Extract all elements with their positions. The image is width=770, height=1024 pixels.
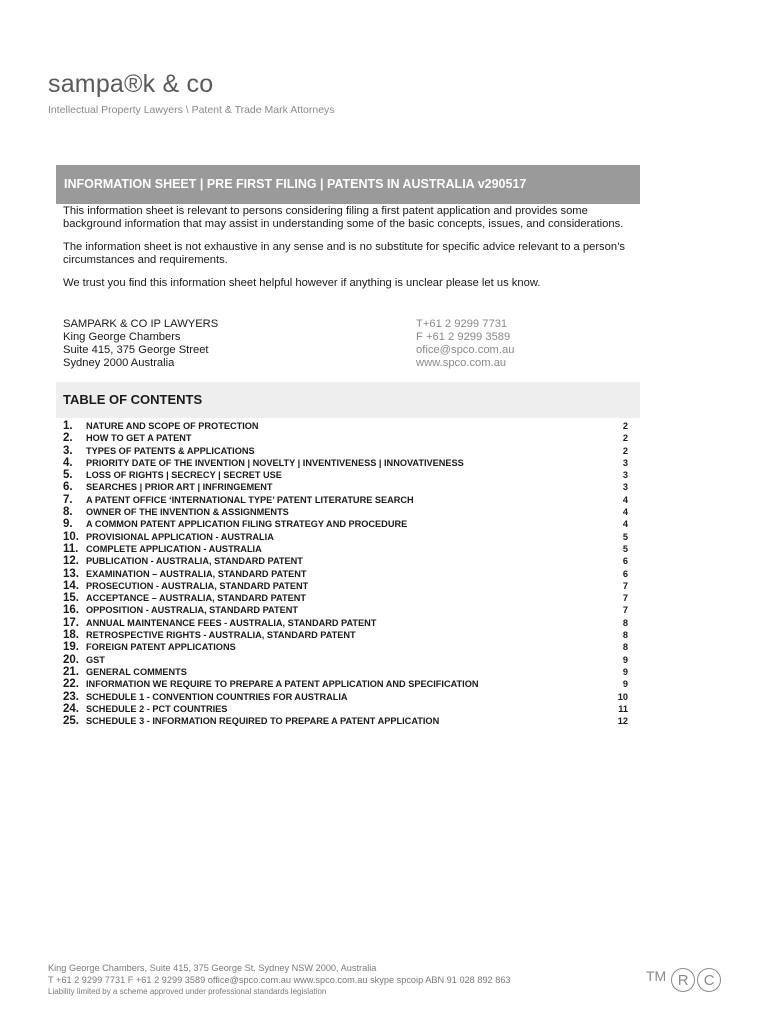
toc-item-page: 8 — [622, 630, 628, 641]
address-line: SAMPARK & CO IP LAWYERS — [63, 318, 219, 330]
toc-item-title: OPPOSITION - AUSTRALIA, STANDARD PATENT — [86, 605, 298, 616]
trademark-symbols — [646, 968, 723, 992]
intro-paragraph: We trust you find this information sheet helpful however if anything is unclear please let us know. — [63, 277, 541, 289]
toc-item[interactable] — [63, 556, 628, 568]
toc-item-title: FOREIGN PATENT APPLICATIONS — [86, 642, 236, 653]
toc-heading: TABLE OF CONTENTS — [56, 382, 640, 418]
toc-item[interactable] — [63, 470, 628, 482]
registered-icon: R — [671, 968, 695, 992]
toc-item-number: 17. — [63, 616, 79, 629]
toc-item-number: 24. — [63, 702, 79, 715]
toc-item-number: 5. — [63, 469, 73, 482]
address-line: Suite 415, 375 George Street — [63, 344, 209, 356]
toc-item-title: PROSECUTION - AUSTRALIA, STANDARD PATENT — [86, 580, 309, 591]
toc-item-number: 12. — [63, 555, 79, 568]
toc-item-number: 14. — [63, 579, 79, 592]
toc-item-title: PUBLICATION - AUSTRALIA, STANDARD PATENT — [86, 556, 303, 567]
toc-item-page: 8 — [622, 617, 628, 628]
toc-item-number: 15. — [63, 592, 79, 605]
toc-item-number: 22. — [63, 678, 79, 691]
toc-item-title: TYPES OF PATENTS & APPLICATIONS — [86, 445, 255, 456]
toc-item-number: 25. — [63, 715, 79, 728]
toc-item-number: 6. — [63, 481, 73, 494]
toc-item-number: 3. — [63, 444, 73, 457]
toc-item-title: SCHEDULE 1 - CONVENTION COUNTRIES FOR AUSTRALIA — [86, 691, 348, 702]
toc-item-page: 9 — [622, 654, 628, 665]
toc-item-title: LOSS OF RIGHTS | SECRECY | SECRET USE — [86, 470, 282, 481]
toc-item-page: 2 — [622, 445, 628, 456]
firm-address — [63, 318, 218, 370]
toc-item[interactable] — [63, 704, 628, 716]
toc-item-title: GENERAL COMMENTS — [86, 666, 187, 677]
toc-item-page: 7 — [622, 593, 628, 604]
toc-item-page: 3 — [622, 470, 628, 481]
toc-item-number: 10. — [63, 530, 79, 543]
toc-list — [63, 421, 628, 728]
toc-item[interactable] — [63, 630, 628, 642]
firm-contact-details — [416, 318, 514, 370]
toc-item-page: 6 — [622, 556, 628, 567]
toc-item-number: 9. — [63, 518, 73, 531]
toc-item[interactable] — [63, 667, 628, 679]
toc-item[interactable] — [63, 507, 628, 519]
toc-item-title: SCHEDULE 3 - INFORMATION REQUIRED TO PREPARE A PATENT APPLICATION — [86, 716, 440, 727]
toc-item-number: 4. — [63, 456, 73, 469]
toc-item-page: 9 — [622, 666, 628, 677]
footer-liability: Liability limited by a scheme approved under professional standards legislation — [48, 987, 327, 996]
toc-item-number: 18. — [63, 629, 79, 642]
toc-item-title: A PATENT OFFICE ‘INTERNATIONAL TYPE’ PATENT LITERATURE SEARCH — [86, 494, 414, 505]
toc-item-title: ANNUAL MAINTENANCE FEES - AUSTRALIA, STANDARD PATENT — [86, 617, 377, 628]
copyright-icon: C — [697, 968, 721, 992]
toc-item[interactable] — [63, 446, 628, 458]
toc-item-title: INFORMATION WE REQUIRE TO PREPARE A PATENT APPLICATION AND SPECIFICATION — [86, 679, 479, 690]
toc-item[interactable] — [63, 458, 628, 470]
page-footer — [48, 963, 511, 998]
toc-item-title: HOW TO GET A PATENT — [86, 433, 192, 444]
toc-item-page: 3 — [622, 457, 628, 468]
phone-number: T+61 2 9299 7731 — [416, 318, 508, 330]
toc-item-page: 9 — [622, 679, 628, 690]
fax-number: F +61 2 9299 3589 — [416, 331, 511, 343]
toc-item-page: 5 — [622, 531, 628, 542]
address-line: King George Chambers — [63, 331, 181, 343]
toc-item-number: 8. — [63, 506, 73, 519]
toc-item-number: 19. — [63, 641, 79, 654]
toc-item-title: ACCEPTANCE – AUSTRALIA, STANDARD PATENT — [86, 593, 306, 604]
toc-item[interactable] — [63, 692, 628, 704]
toc-item-page: 12 — [617, 716, 628, 727]
toc-item-number: 20. — [63, 653, 79, 666]
toc-item-number: 13. — [63, 567, 79, 580]
toc-item[interactable] — [63, 519, 628, 531]
toc-item-number: 21. — [63, 665, 79, 678]
toc-item-page: 8 — [622, 642, 628, 653]
email-link[interactable]: ofice@spco.com.au — [416, 344, 515, 356]
toc-item-page: 4 — [622, 519, 628, 530]
toc-item-title: SEARCHES | PRIOR ART | INFRINGEMENT — [86, 482, 273, 493]
toc-item[interactable] — [63, 581, 628, 593]
toc-item-page: 4 — [622, 494, 628, 505]
toc-item[interactable] — [63, 421, 628, 433]
toc-item-number: 1. — [63, 420, 73, 432]
address-line: Sydney 2000 Australia — [63, 357, 175, 369]
toc-item[interactable] — [63, 618, 628, 630]
toc-item[interactable] — [63, 642, 628, 654]
toc-item-title: EXAMINATION – AUSTRALIA, STANDARD PATENT — [86, 568, 307, 579]
firm-tagline: Intellectual Property Lawyers \ Patent & Trade Mark Attorneys — [48, 104, 335, 116]
toc-item-page: 7 — [622, 605, 628, 616]
trademark-icon: TM — [646, 968, 667, 984]
toc-item-page: 4 — [622, 507, 628, 518]
toc-item[interactable] — [63, 532, 628, 544]
document-title-banner: INFORMATION SHEET | PRE FIRST FILING | PATENTS IN AUSTRALIA v290517 — [56, 165, 640, 204]
footer-address: King George Chambers, Suite 415, 375 George St. Sydney NSW 2000, Australia — [48, 963, 377, 973]
toc-item[interactable] — [63, 716, 628, 728]
toc-item-page: 11 — [618, 703, 628, 714]
website-link[interactable]: www.spco.com.au — [416, 357, 507, 369]
intro-paragraph: The information sheet is not exhaustive in any sense and is no substitute for specific advice relevant to a person’s circumstances and requirements. — [63, 241, 625, 266]
toc-item-number: 23. — [63, 690, 79, 703]
toc-item-title: SCHEDULE 2 - PCT COUNTRIES — [86, 703, 228, 714]
toc-item-title: PROVISIONAL APPLICATION - AUSTRALIA — [86, 531, 274, 542]
intro-section — [63, 205, 633, 300]
toc-item-title: COMPLETE APPLICATION - AUSTRALIA — [86, 543, 262, 554]
toc-item-title: OWNER OF THE INVENTION & ASSIGNMENTS — [86, 507, 289, 518]
toc-item[interactable] — [63, 655, 628, 667]
toc-item-page: 2 — [622, 421, 628, 431]
toc-item-number: 7. — [63, 493, 73, 506]
toc-item[interactable] — [63, 569, 628, 581]
firm-logo: sampa®k & co — [48, 70, 214, 98]
toc-item-page: 10 — [617, 691, 628, 702]
toc-item-number: 16. — [63, 604, 79, 617]
intro-paragraph: This information sheet is relevant to persons considering filing a first patent application and provides some background information that may assist in understanding some of the basic concepts, issues, and considerations. — [63, 205, 624, 230]
toc-item-number: 11. — [63, 542, 79, 555]
toc-item[interactable] — [63, 482, 628, 494]
toc-item-title: NATURE AND SCOPE OF PROTECTION — [86, 421, 259, 431]
toc-item[interactable] — [63, 605, 628, 617]
footer-contact: T +61 2 9299 7731 F +61 2 9299 3589 office@spco.com.au www.spco.com.au skype spcoip ABN 91 028 892 863 — [48, 974, 511, 985]
toc-item-page: 6 — [622, 568, 628, 579]
toc-item[interactable] — [63, 495, 628, 507]
toc-item[interactable] — [63, 544, 628, 556]
toc-item-title: GST — [86, 654, 105, 665]
toc-item-title: RETROSPECTIVE RIGHTS - AUSTRALIA, STANDARD PATENT — [86, 630, 356, 641]
toc-item-number: 2. — [63, 432, 73, 445]
toc-item-title: A COMMON PATENT APPLICATION FILING STRATEGY AND PROCEDURE — [86, 519, 408, 530]
toc-item[interactable] — [63, 433, 628, 445]
toc-item[interactable] — [63, 679, 628, 691]
toc-item-page: 5 — [622, 543, 628, 554]
toc-item-title: PRIORITY DATE OF THE INVENTION | NOVELTY | INVENTIVENESS | INNOVATIVENESS — [86, 457, 464, 468]
toc-item[interactable] — [63, 593, 628, 605]
toc-item-page: 2 — [622, 433, 628, 444]
toc-item-page: 3 — [622, 482, 628, 493]
toc-item-page: 7 — [622, 580, 628, 591]
